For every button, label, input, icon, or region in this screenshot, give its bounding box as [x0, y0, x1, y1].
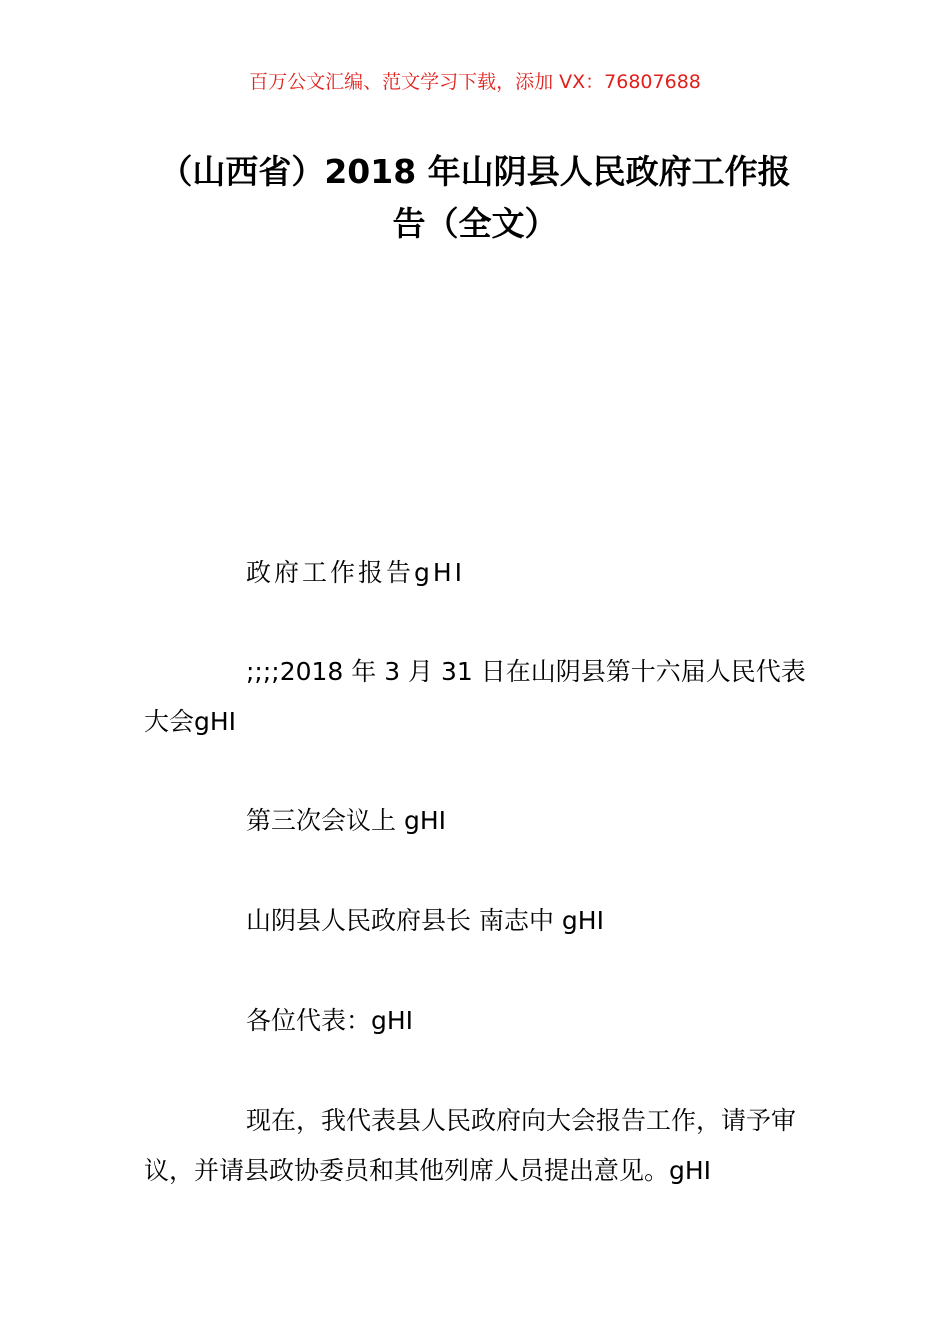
promo-header-note: 百万公文汇编、范文学习下载，添加 VX：76807688 — [249, 71, 701, 93]
intro-paragraph: 现在，我代表县人民政府向大会报告工作，请予审议，并请县政协委员和其他列席人员提出意见。gHI — [144, 1106, 797, 1185]
title-line-1: （山西省）2018 年山阴县人民政府工作报 — [159, 152, 791, 191]
meeting-date-line: ;;;;2018 年 3 月 31 日在山阴县第十六届人民代表大会gHI — [144, 657, 806, 736]
session-line: 第三次会议上 gHI — [246, 806, 446, 835]
document-title — [140, 146, 810, 250]
greeting-line: 各位代表：gHI — [246, 1006, 414, 1035]
mayor-line: 山阴县人民政府县长 南志中 gHI — [246, 906, 604, 935]
report-heading: 政府工作报告gHI — [246, 558, 466, 587]
title-line-2: 告（全文） — [392, 204, 558, 243]
